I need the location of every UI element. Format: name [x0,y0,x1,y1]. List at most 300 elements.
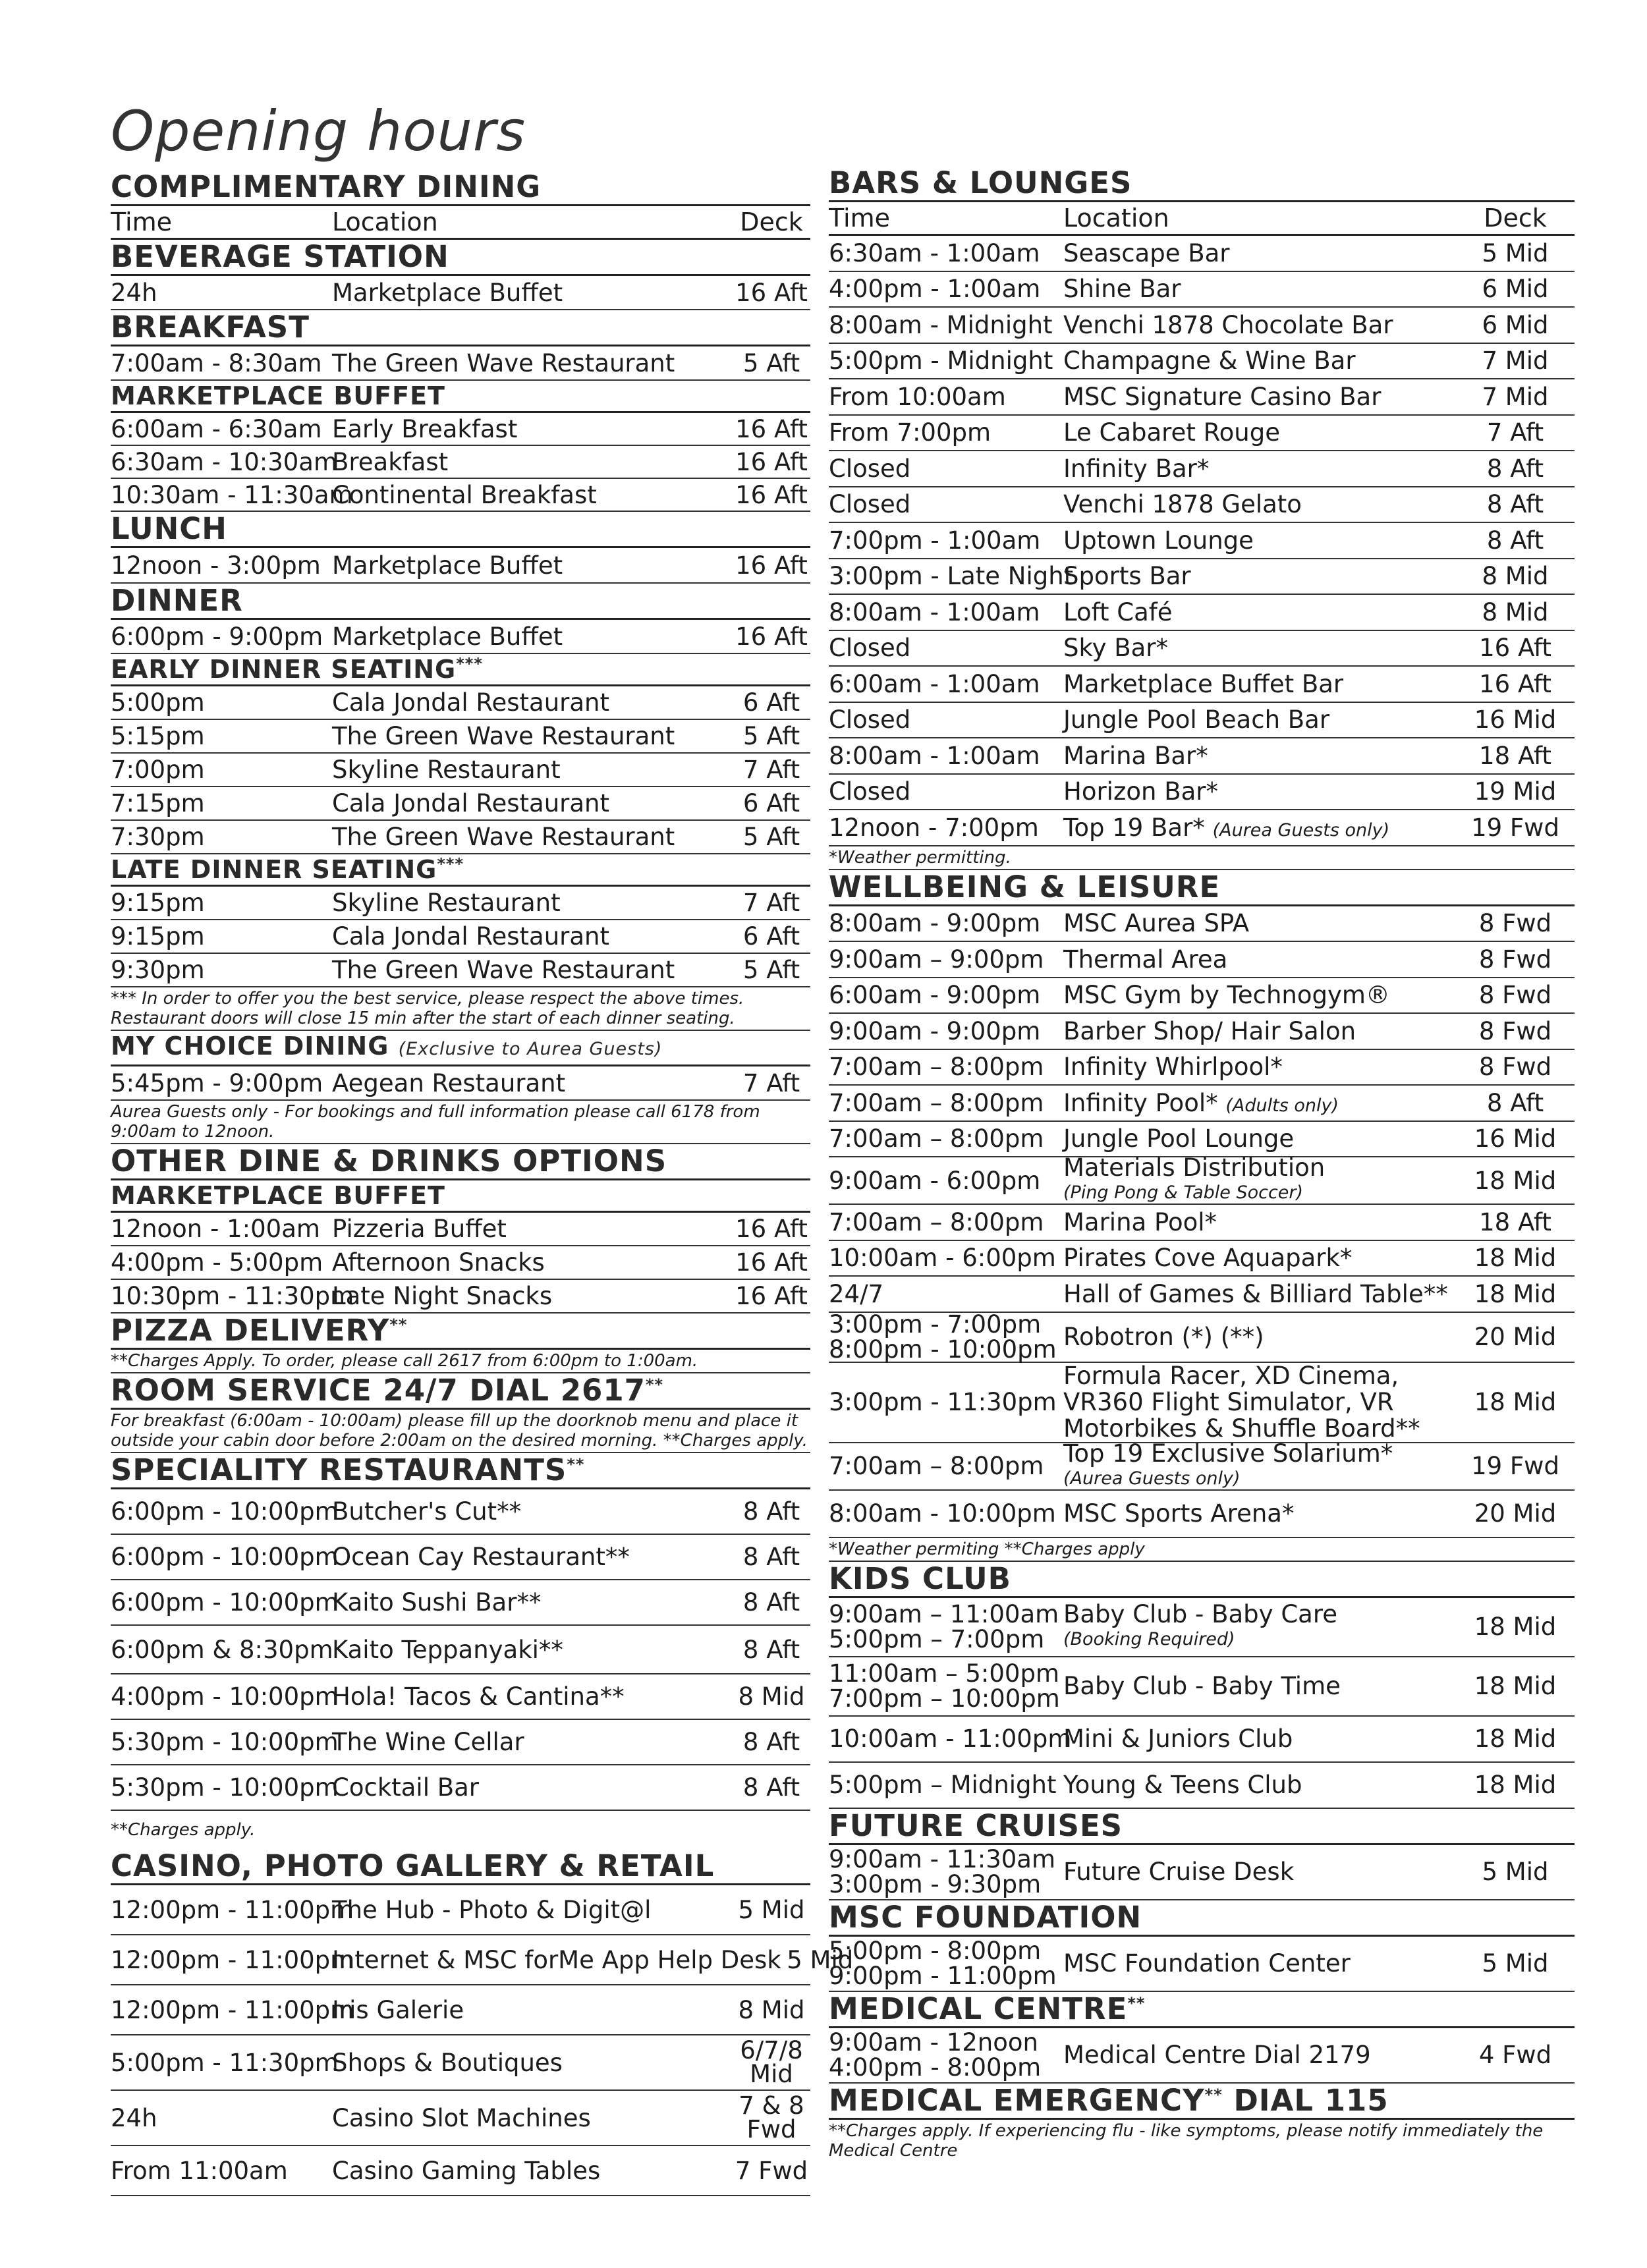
deck-value: 6 Aft [742,789,800,817]
subsection-my-choice-dining [111,1031,810,1066]
time-cell [111,1636,332,1664]
location-value: Casino Gaming Tables [332,2156,601,2185]
time-cell [829,1124,1063,1153]
time-cell [111,1895,354,1924]
time-cell [829,418,1063,447]
header-location: Location [1063,204,1169,233]
location-value: The Wine Cellar [332,1728,524,1756]
time-value: Closed [829,634,911,663]
table-header [111,206,810,240]
deck-value: 4 Fwd [1478,2041,1552,2069]
deck-value: 16 Aft [735,622,808,651]
time-value: 3:00pm - Late Night [829,562,1074,591]
deck-value: 16 Aft [1479,669,1551,698]
location-cell [1063,1323,1456,1351]
header-deck: Deck [740,207,803,236]
location-cell [332,1896,733,1924]
deck-value: 6/7/8 Mid [740,2036,803,2088]
deck-value: 16 Aft [735,480,808,509]
table-row [829,1205,1575,1241]
time-value: 7:00pm - 1:00am [829,526,1041,555]
deck-value: 18 Mid [1474,1279,1557,1308]
location-value: Jungle Pool Beach Bar [1063,705,1330,734]
table-row [829,1122,1575,1158]
time-value: 12noon - 1:00am [111,1215,320,1243]
deck-value: 16 Aft [735,1215,808,1243]
location-cell [1063,1672,1456,1700]
table-row [829,523,1575,559]
table-row [829,308,1575,344]
deck-value: 5 Aft [742,823,800,851]
section-future-cruises: FUTURE CRUISES [829,1809,1575,1845]
time-value: 5:00pm - 8:00pm [829,1936,1042,1965]
time-cell [111,551,332,580]
time-cell [829,634,1063,662]
pizza-mark: ** [389,1315,408,1334]
location-value: Infinity Pool* [1063,1088,1218,1117]
location-value: Marketplace Buffet [332,551,563,580]
location-cell [332,1069,733,1097]
time-cell [829,239,1063,267]
subsection-lunch: LUNCH [111,512,810,548]
table-row [829,559,1575,595]
time-cell [829,981,1063,1009]
table-row [829,906,1575,943]
time-value: 3:00pm - 7:00pm [829,1310,1042,1339]
time-value: 7:00am – 8:00pm [829,1207,1044,1236]
table-row [111,1674,810,1720]
deck-value: 16 Mid [1474,1124,1557,1153]
time-cell [111,922,332,951]
time-value: 9:00am - 9:00pm [829,1016,1041,1045]
time-value: 5:45pm - 9:00pm [111,1068,323,1097]
deck-value: 16 Aft [735,551,808,580]
deck-value: 5 Mid [1482,238,1549,267]
location-value: Iris Galerie [332,1995,464,2024]
location-value: Formula Racer, XD Cinema, VR360 Flight Simulator, VR Motorbikes & Shuffle Board** [1063,1361,1420,1443]
table-row [111,1246,810,1280]
table-row [111,2146,810,2196]
time-cell [829,1053,1063,1081]
time-cell [111,1497,339,1526]
location-value: Venchi 1878 Gelato [1063,490,1302,519]
deck-value: 8 Fwd [1478,909,1552,938]
location-cell [332,1728,733,1756]
location-cell [1063,1949,1456,1978]
time-value: 8:00am - 10:00pm [829,1499,1056,1528]
deck-value: 6 Mid [1482,275,1549,304]
location-value: Kaito Sushi Bar** [332,1588,542,1617]
time-value: 7:00am – 8:00pm [829,1053,1044,1082]
time-value: 6:00am - 6:30am [111,414,322,443]
table-row [829,1014,1575,1050]
deck-value: 8 Aft [1486,490,1544,519]
time-cell [829,383,1063,411]
time-value: Closed [829,705,911,734]
location-value: The Green Wave Restaurant [332,722,675,750]
time-value: 10:30pm - 11:30pm [111,1282,354,1310]
table-row [111,887,810,920]
location-cell [1063,239,1456,267]
location-value: Seascape Bar [1063,238,1230,267]
table-row [111,413,810,446]
table-row [111,1213,810,1246]
location-value: Kaito Teppanyaki** [332,1635,563,1664]
time-cell [111,823,332,851]
table-row [829,1937,1575,1992]
emergency-dial: DIAL 115 [1233,2082,1389,2118]
late-dinner-title: LATE DINNER SEATING [111,855,437,884]
dinner-seating-note: *** In order to offer you the best service, please respect the above times. Restaurant doors will close 15 min after the start of each dinner seating. [111,987,810,1031]
header-time: Time [111,207,172,236]
table-row [111,1720,810,1765]
table-row [829,942,1575,978]
deck-value: 18 Mid [1474,1672,1557,1700]
location-value: Robotron (*) (**) [1063,1323,1264,1351]
time-value: 5:30pm - 10:00pm [111,1773,339,1802]
location-value: Top 19 Bar* [1063,813,1205,842]
time-value: 9:15pm [111,922,205,951]
deck-value: 19 Mid [1474,777,1557,806]
location-cell [1063,1017,1456,1045]
deck-value: 8 Mid [1482,597,1549,626]
location-cell [1063,981,1456,1009]
section-medical-emergency [829,2084,1575,2120]
time-value: 6:00pm - 10:00pm [111,1588,339,1617]
time-value: 8:00am - Midnight [829,310,1053,339]
time-value: 6:00pm - 10:00pm [111,1497,339,1526]
table-row [829,1717,1575,1763]
speciality-note: **Charges apply. [111,1820,256,1840]
location-value: Hall of Games & Billiard Table** [1063,1279,1448,1308]
deck-value: 16 Aft [735,1248,808,1277]
time-cell [829,1599,1063,1653]
location-value: Loft Café [1063,597,1173,626]
time-value: 12noon - 7:00pm [829,813,1039,842]
location-cell [1063,346,1456,375]
section-kids-club: KIDS CLUB [829,1562,1575,1598]
deck-value: 8 Aft [1486,1088,1544,1117]
location-value: Breakfast [332,447,449,476]
time-cell [829,945,1063,974]
time-value: 8:00am - 1:00am [829,741,1040,770]
table-row [111,686,810,720]
location-cell [1063,311,1456,339]
deck-value: 6 Aft [742,922,800,951]
time-cell [829,909,1063,937]
location-cell [332,1282,733,1310]
location-value: Casino Slot Machines [332,2103,591,2132]
time-value: 8:00am - 9:00pm [829,909,1041,938]
subsection-late-dinner-seating [111,854,810,887]
location-value: Medical Centre Dial 2179 [1063,2041,1371,2069]
location-value: Skyline Restaurant [332,889,561,917]
time-value: 7:00am – 8:00pm [829,1452,1044,1480]
location-extra: (Aurea Guests only) [1212,819,1390,841]
deck-value: 20 Mid [1474,1499,1557,1528]
time-cell [111,1215,332,1243]
deck-value: 7 & 8 Fwd [739,2091,804,2144]
time-cell [829,1312,1063,1362]
time-cell [111,756,332,784]
deck-value: 18 Mid [1474,1613,1557,1641]
time-value: From 7:00pm [829,418,991,447]
location-cell [332,1543,733,1571]
time-value: 5:00pm - 11:30pm [111,2048,339,2077]
table-row [829,379,1575,416]
time-cell [829,814,1063,842]
deck-value: 8 Fwd [1478,1016,1552,1045]
deck-value: 16 Aft [1479,634,1551,663]
time-value: 11:00am – 5:00pm [829,1659,1059,1688]
time-cell [829,742,1063,770]
time-value-2: 3:00pm - 9:30pm [829,1869,1042,1898]
location-cell [1063,526,1456,555]
time-cell [829,1280,1063,1308]
deck-value: 8 Aft [742,1497,800,1526]
section-bars-lounges: BARS & LOUNGES [829,166,1575,202]
location-value: Jungle Pool Lounge [1063,1124,1295,1153]
time-value: 12noon - 3:00pm [111,551,321,580]
location-value: MSC Sports Arena* [1063,1499,1295,1528]
time-value: 12:00pm - 11:00pm [111,1945,354,1974]
location-value: Cala Jondal Restaurant [332,789,609,817]
table-row [111,620,810,654]
table-row [111,1626,810,1674]
header-deck: Deck [1484,204,1547,233]
location-extra: (Aurea Guests only) [1063,1468,1241,1489]
location-value: Cala Jondal Restaurant [332,922,609,951]
time-value: 10:30am - 11:30am [111,480,353,509]
table-row [829,2028,1575,2084]
location-value: Infinity Bar* [1063,454,1210,483]
location-cell [1063,1439,1456,1490]
deck-value: 7 Mid [1482,346,1549,375]
time-value: 8:00am - 1:00am [829,597,1040,626]
subsection-pizza-delivery [111,1314,810,1350]
table-row [111,446,810,479]
deck-value: 5 Mid [738,1895,805,1924]
deck-value: 18 Mid [1474,1725,1557,1753]
room-service-title: ROOM SERVICE 24/7 DIAL 2617 [111,1373,646,1408]
location-value: Shine Bar [1063,275,1181,304]
location-cell [332,1682,733,1711]
time-cell [829,1017,1063,1045]
deck-value: 5 Aft [742,956,800,984]
location-value: Marina Pool* [1063,1207,1217,1236]
table-row [829,1491,1575,1538]
time-value: 3:00pm - 11:30pm [829,1388,1057,1416]
location-cell [332,448,733,476]
time-value: 9:00am – 11:00am [829,1599,1059,1628]
time-value: 4:00pm - 10:00pm [111,1682,339,1711]
deck-value: 7 Aft [742,889,800,917]
table-row [829,1657,1575,1717]
location-cell [332,1946,781,1974]
location-value: Horizon Bar* [1063,777,1218,806]
late-dinner-mark: *** [437,854,464,873]
time-value: From 11:00am [111,2156,288,2185]
pizza-title: PIZZA DELIVERY [111,1313,390,1348]
room-service-note: For breakfast (6:00am - 10:00am) please fill up the doorknob menu and place it outside your cabin door before 2:00am on the desired morning. **Charges apply. [111,1410,810,1453]
location-cell [1063,598,1456,626]
time-cell [111,1773,339,1802]
time-value: Closed [829,454,911,483]
time-cell [111,1588,339,1617]
location-cell [332,279,733,307]
location-cell [1063,1244,1456,1272]
location-cell [1063,670,1456,698]
location-value: Thermal Area [1063,945,1228,974]
speciality-mark: ** [567,1455,585,1474]
time-value: 10:00am - 11:00pm [829,1725,1072,1753]
location-value: Champagne & Wine Bar [1063,346,1356,375]
location-extra: (Adults only) [1225,1095,1339,1116]
table-row [111,754,810,787]
table-row [829,810,1575,846]
location-value: Sky Bar* [1063,634,1169,663]
location-cell [1063,814,1456,842]
time-value: 24h [111,278,157,307]
location-cell [332,956,733,984]
table-row [829,738,1575,775]
location-cell [1063,455,1456,483]
table-row [111,276,810,310]
location-cell [332,722,733,750]
location-value: Ocean Cay Restaurant** [332,1543,630,1571]
location-value: Top 19 Exclusive Solarium* [1063,1439,1393,1468]
deck-value: 8 Fwd [1478,981,1552,1010]
medical-title: MEDICAL CENTRE [829,1991,1128,2026]
time-cell [111,789,332,817]
time-cell [111,1069,332,1097]
location-cell [1063,777,1456,806]
location-value: Marketplace Buffet [332,622,563,651]
table-row [111,1580,810,1626]
time-cell [111,1248,332,1277]
deck-value: 5 Aft [742,348,800,377]
time-cell [111,480,353,509]
my-choice-title: MY CHOICE DINING [111,1032,389,1061]
location-cell [1063,383,1456,411]
section-wellbeing-leisure: WELLBEING & LEISURE [829,870,1575,906]
deck-value: 16 Mid [1474,705,1557,734]
location-value: Shops & Boutiques [332,2048,563,2077]
deck-value: 8 Aft [742,1635,800,1664]
deck-value: 18 Mid [1474,1166,1557,1195]
location-cell [332,789,733,817]
subsection-marketplace-buffet: MARKETPLACE BUFFET [111,381,810,413]
location-value: Barber Shop/ Hair Salon [1063,1016,1356,1045]
time-value-2: 5:00pm – 7:00pm [829,1624,1045,1653]
table-row [829,1845,1575,1900]
time-cell [829,1661,1063,1711]
time-value: 4:00pm - 1:00am [829,275,1041,304]
time-cell [829,1208,1063,1236]
deck-value: 8 Aft [1486,454,1544,483]
location-cell [332,1497,733,1526]
section-msc-foundation: MSC FOUNDATION [829,1900,1575,1937]
time-cell [829,1771,1063,1799]
location-value: Venchi 1878 Chocolate Bar [1063,310,1393,339]
time-cell [829,598,1063,626]
section-medical-centre [829,1992,1575,2028]
time-cell [111,2104,332,2132]
location-cell [1063,1771,1456,1799]
location-value: The Green Wave Restaurant [332,956,675,984]
section-speciality-restaurants [111,1453,810,1489]
table-row [829,344,1575,380]
time-value: Closed [829,777,911,806]
location-cell [332,415,733,443]
location-value: Internet & MSC forMe App Help Desk [332,1945,781,1974]
table-row [829,1277,1575,1313]
table-row [829,1241,1575,1277]
time-cell [829,526,1063,555]
time-cell [111,956,332,984]
location-value: Uptown Lounge [1063,526,1254,555]
time-value: 6:00am - 9:00pm [829,981,1041,1010]
table-row [111,1765,810,1811]
table-row [111,1535,810,1580]
location-value: MSC Aurea SPA [1063,909,1250,938]
time-value: 24h [111,2103,157,2132]
location-value: Marketplace Buffet [332,278,563,307]
location-value: Pizzeria Buffet [332,1215,507,1243]
time-value: 5:00pm [111,688,205,717]
subsection-dinner: DINNER [111,584,810,620]
time-cell [829,705,1063,734]
time-cell [829,1244,1063,1272]
time-cell [829,777,1063,806]
location-cell [1063,1599,1456,1651]
location-cell [332,481,733,509]
location-cell [1063,1053,1456,1081]
subsection-room-service [111,1373,810,1410]
table-row [829,595,1575,631]
table-row [829,487,1575,524]
time-cell [111,2157,332,2185]
time-value: 9:15pm [111,889,205,917]
early-dinner-mark: *** [456,654,483,673]
table-row [111,1489,810,1535]
table-row [829,236,1575,272]
time-value: 5:00pm - Midnight [829,346,1053,375]
table-row [829,978,1575,1014]
time-value: 6:30am - 10:30am [111,447,338,476]
table-row [111,2091,810,2146]
location-value: Materials Distribution [1063,1153,1326,1182]
wellbeing-note: *Weather permiting **Charges apply [829,1538,1575,1562]
emergency-note: **Charges apply. If experiencing flu - like symptoms, please notify immediately the Medical Centre [829,2120,1544,2161]
deck-value: 19 Fwd [1471,813,1559,842]
location-extra: (Ping Pong & Table Soccer) [1063,1182,1304,1203]
early-dinner-title: EARLY DINNER SEATING [111,655,457,684]
deck-value: 7 Aft [742,1068,800,1097]
time-value: Closed [829,490,911,519]
location-cell [332,622,733,651]
time-cell [829,670,1063,698]
deck-value: 6 Mid [1482,310,1549,339]
location-cell [1063,1124,1456,1153]
time-value: 9:00am - 12noon [829,2028,1038,2057]
time-cell [111,622,332,651]
location-cell [332,756,733,784]
location-cell [1063,562,1456,590]
table-row [829,1763,1575,1809]
location-value: MSC Signature Casino Bar [1063,382,1382,411]
location-cell [1063,945,1456,974]
